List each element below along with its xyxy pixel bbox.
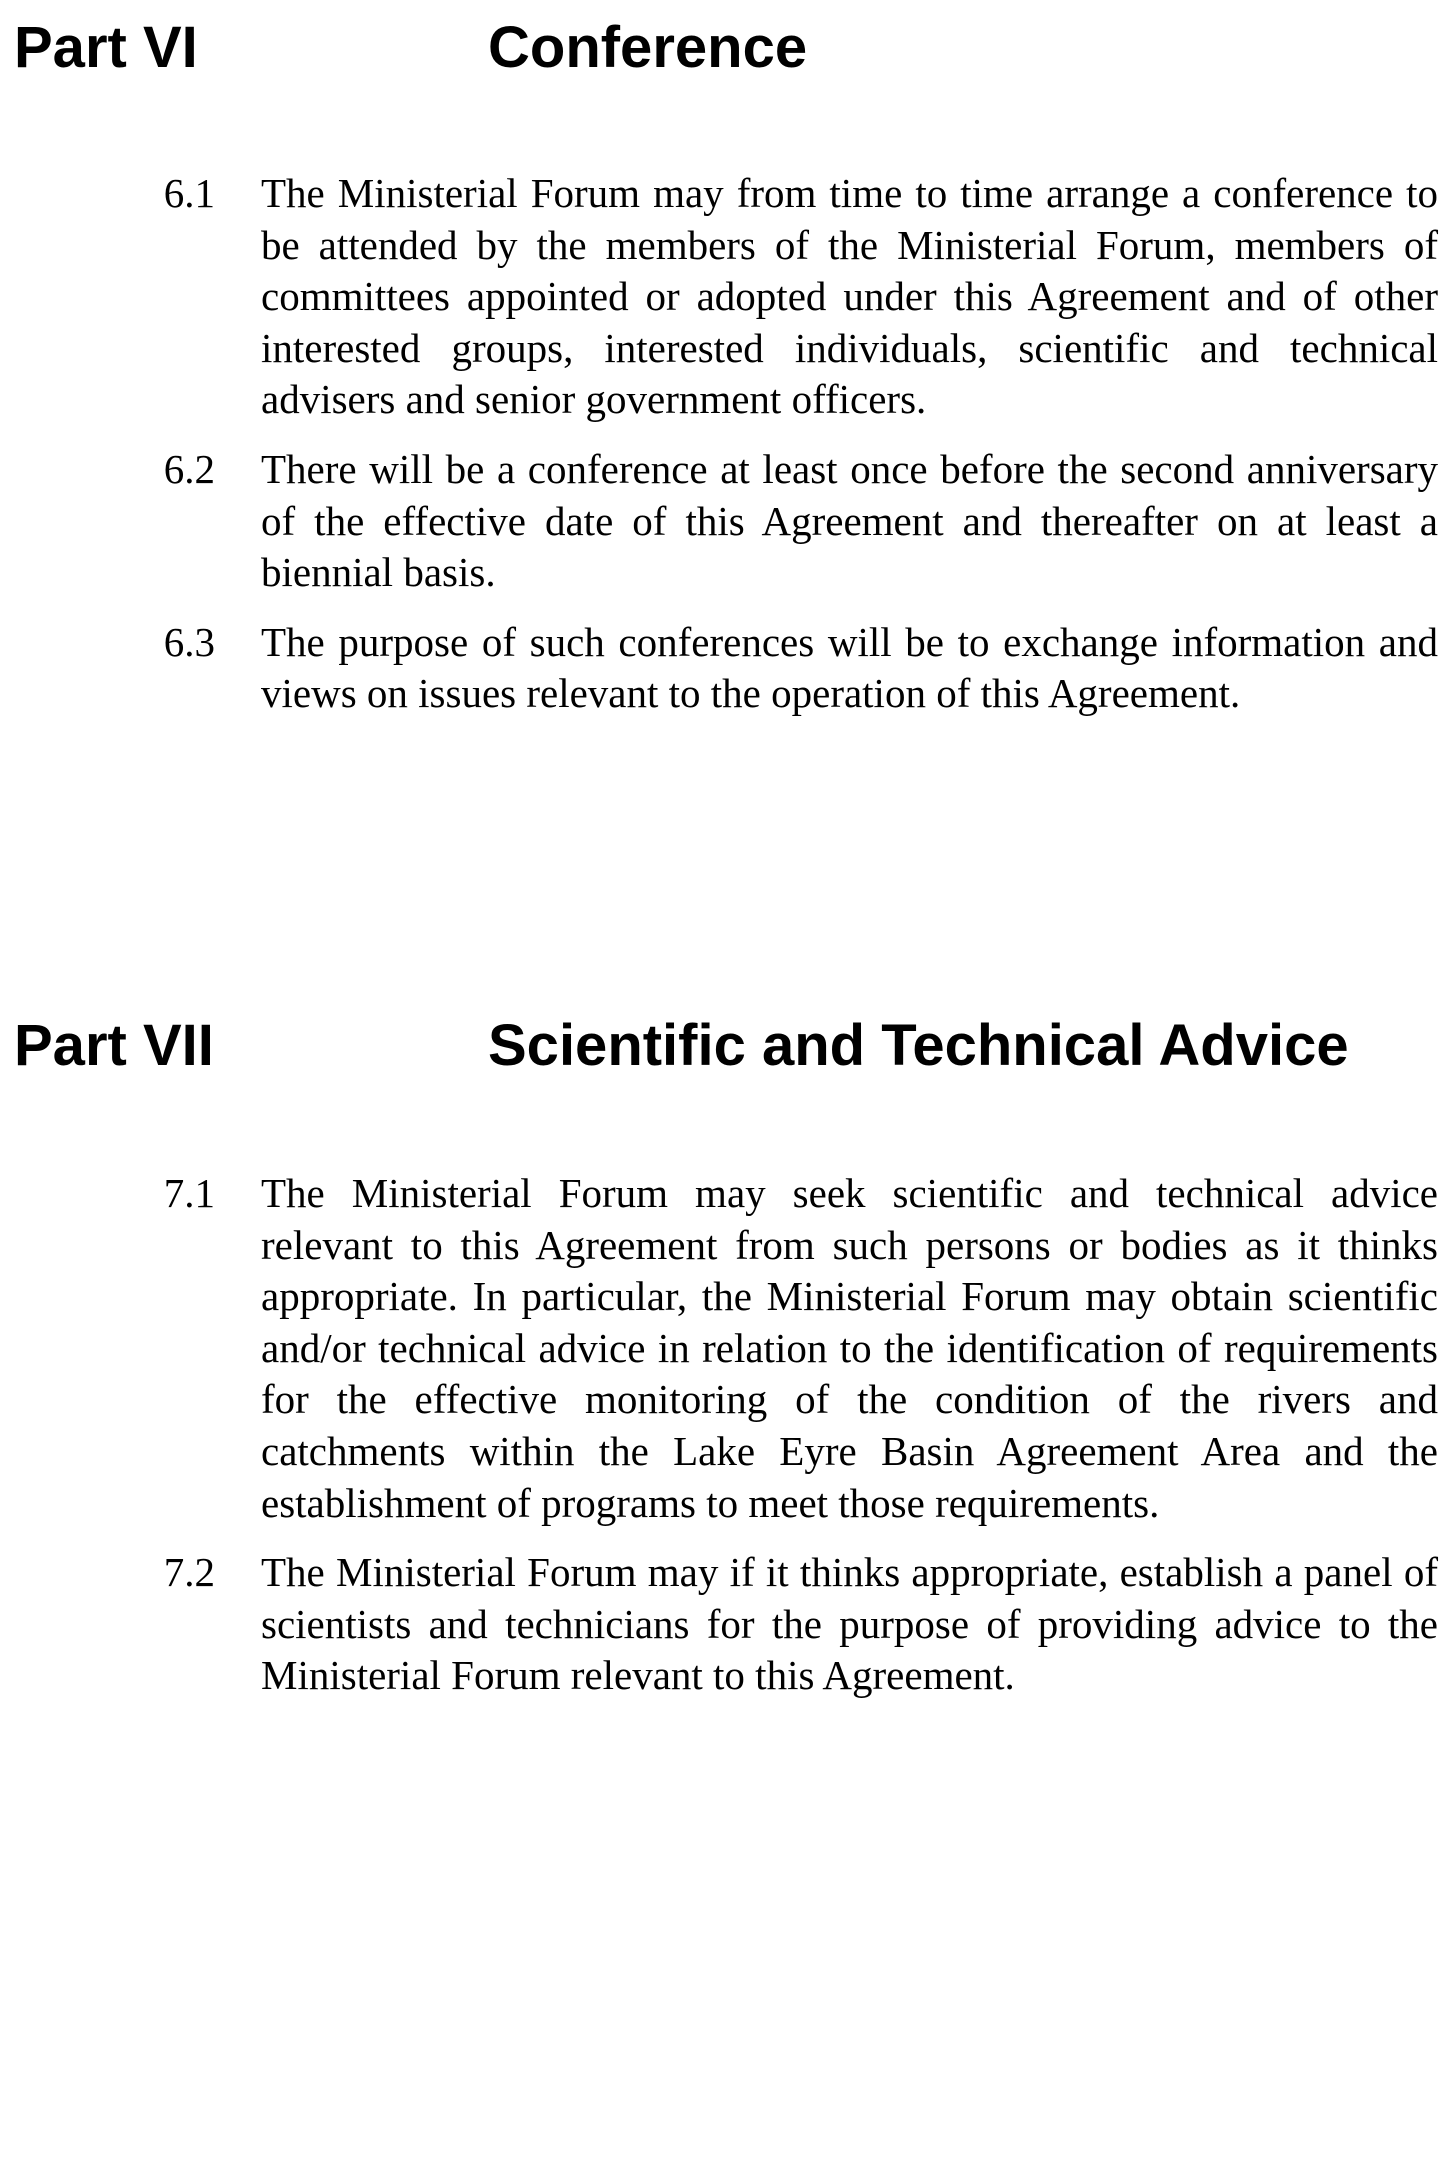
part-title: Conference — [488, 15, 808, 80]
clause-6-1 — [0, 168, 1453, 426]
clause-text: The Ministerial Forum may seek scientific and technical advice relevant to this Agreement from such persons or bodies as it thinks appropriate. In particular, the Ministerial Forum may obtain scientific and/or technical advice in relation to the identification of requirements for the effective monitoring of the condition of the rivers and catchments within the Lake Eyre Basin Agreement Area and the establishment of programs to meet those requirements. — [261, 1170, 1438, 1526]
part-title: Scientific and Technical Advice — [488, 1013, 1349, 1078]
part-vi-section — [0, 8, 1453, 738]
clause-number: 6.1 — [163, 170, 215, 216]
clause-list — [0, 1168, 1453, 1702]
clause-7-2 — [0, 1547, 1453, 1702]
clause-text: The purpose of such conferences will be to exchange information and views on issues relevant to the operation of this Agreement. — [261, 618, 1438, 717]
clause-number: 7.1 — [163, 1170, 215, 1216]
clause-text: The Ministerial Forum may if it thinks appropriate, establish a panel of scientists and technicians for the purpose of providing advice to the Ministerial Forum relevant to this Agreement. — [261, 1549, 1438, 1699]
clause-number: 6.3 — [163, 618, 215, 665]
part-number: Part VII — [14, 1013, 214, 1078]
clause-text: There will be a conference at least once before the second anniversary of the effective date of this Agreement and thereafter on at least a biennial basis. — [261, 445, 1438, 596]
clause-list — [0, 168, 1453, 720]
part-number: Part VI — [14, 15, 198, 80]
clause-number: 6.2 — [163, 445, 215, 492]
clause-7-1 — [0, 1168, 1453, 1529]
clause-6-2 — [0, 444, 1453, 599]
part-header — [0, 1006, 1453, 1086]
part-vii-section — [0, 1006, 1453, 1720]
clause-text: The Ministerial Forum may from time to time arrange a conference to be attended by the members of the Ministerial Forum, members of committees appointed or adopted under this Agreement and of other interested groups, interested individuals, scientific and technical advisers and senior government officers. — [261, 170, 1438, 423]
clause-number: 7.2 — [163, 1549, 215, 1596]
clause-6-3 — [0, 617, 1453, 720]
part-header — [0, 8, 1453, 88]
